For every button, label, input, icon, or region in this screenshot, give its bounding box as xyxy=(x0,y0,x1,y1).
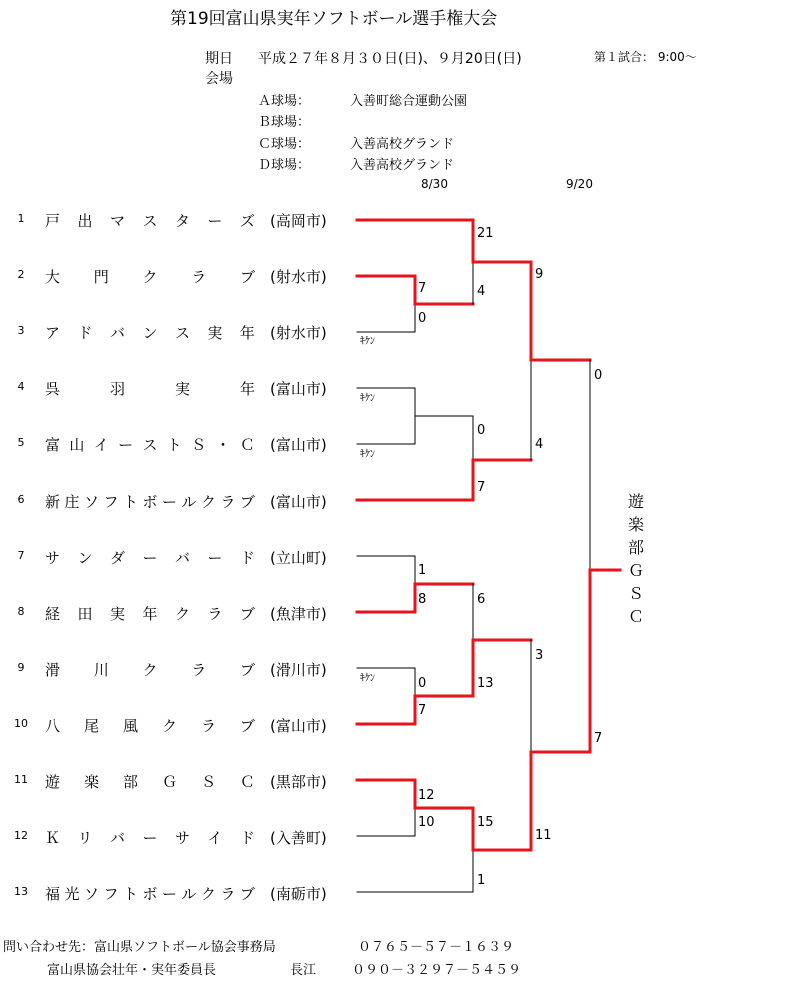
team-name-char: ル xyxy=(181,885,197,904)
team-name-char: サ xyxy=(45,548,61,567)
team-number: 3 xyxy=(17,324,25,338)
score-team12: 10 xyxy=(418,815,435,830)
team-name-char: ソ xyxy=(83,492,99,511)
team-name-char: リ xyxy=(77,829,93,848)
team-name-char: 門 xyxy=(93,268,109,287)
team-city: (富山市) xyxy=(270,436,327,455)
score-team1: 21 xyxy=(477,226,494,241)
team-name-char: ラ xyxy=(191,660,207,679)
score-team910: 13 xyxy=(477,676,494,691)
team-number: 2 xyxy=(17,268,25,282)
score-team2: 7 xyxy=(418,281,427,296)
team-name-char: 庄 xyxy=(64,492,80,511)
team-name-char: ド xyxy=(239,829,255,848)
team-name-char: ラ xyxy=(207,604,223,623)
team-name-char: ブ xyxy=(239,492,255,511)
team-number: 7 xyxy=(17,548,25,562)
team-name-char: ラ xyxy=(220,885,236,904)
team-name-char: ス xyxy=(142,212,158,230)
team-name-char: ク xyxy=(142,660,158,679)
team-name-char: 実 xyxy=(174,380,190,399)
team-name-char: ク xyxy=(174,604,190,623)
team-name-char: 出 xyxy=(77,212,93,230)
team-name-char: 滑 xyxy=(45,660,61,679)
team-name-char: ダ xyxy=(109,548,125,567)
team-name-char: ボ xyxy=(142,885,158,904)
team-name-char: 光 xyxy=(64,885,80,904)
venue-d-place: 入善高校グランド xyxy=(350,158,455,173)
team-name-char: 実 xyxy=(109,604,125,623)
team-name-char: ス xyxy=(142,436,158,455)
team-name-char: イ xyxy=(93,436,109,455)
team-name-char: 戸 xyxy=(45,212,61,230)
team-name-char: ズ xyxy=(239,212,255,230)
team-name-char: Ｋ xyxy=(45,829,61,848)
team-city: (富山市) xyxy=(270,492,327,511)
score-qf-c: 3 xyxy=(535,648,544,663)
team-city: (立山町) xyxy=(270,548,327,567)
team-name-char: ー xyxy=(142,829,158,848)
team-city: (南砺市) xyxy=(270,885,327,904)
team-name-char: 楽 xyxy=(83,773,99,791)
team-name-char: Ｓ xyxy=(200,773,216,791)
team-city: (入善町) xyxy=(270,829,327,848)
team-name-char: ブ xyxy=(239,660,255,679)
contact-line2-phone: ０９０－３２９７－５４５９ xyxy=(352,963,522,978)
score-team45: 0 xyxy=(477,423,486,438)
team-name-char: 八 xyxy=(45,716,61,735)
score-team11: 12 xyxy=(418,788,435,803)
score-qf-a: 9 xyxy=(535,267,544,282)
team-name-char: 風 xyxy=(122,716,138,735)
team-name-char: ー xyxy=(161,492,177,511)
score-team23: 4 xyxy=(477,284,486,299)
first-match-time: 第１試合： 9:00～ xyxy=(594,50,697,64)
team-name-char: ド xyxy=(77,324,93,343)
score-team78: 6 xyxy=(477,592,486,607)
venue-a-place: 入善町総合運動公園 xyxy=(350,94,468,109)
team-city: (魚津市) xyxy=(270,604,327,623)
team-name-char: 年 xyxy=(239,380,255,399)
team-name-char: 年 xyxy=(142,604,158,623)
team-name-char: ラ xyxy=(220,492,236,511)
team-name-char: 新 xyxy=(45,492,61,511)
team-name-char: ラ xyxy=(200,716,216,735)
team-name-char: ト xyxy=(166,436,182,455)
team-city: (射水市) xyxy=(270,268,327,287)
team-name-char: 実 xyxy=(207,324,223,343)
team-name-char: ボ xyxy=(142,492,158,511)
contact-line2-label: 富山県協会壮年・実年委員長 xyxy=(47,963,217,978)
forfeit-team5: ｷｹﾝ xyxy=(360,449,375,460)
forfeit-team9: ｷｹﾝ xyxy=(360,673,375,684)
team-name-char: ー xyxy=(207,548,223,567)
date-label: 期日 xyxy=(205,51,233,67)
team-number: 13 xyxy=(14,885,28,899)
team-name-char: 部 xyxy=(122,773,138,791)
venue-b-label: Ｂ球場： xyxy=(258,115,311,130)
team-name-char: Ｃ xyxy=(239,436,255,455)
team-name-char: Ｓ xyxy=(191,436,207,455)
venue-a-label: Ａ球場： xyxy=(258,94,311,109)
team-number: 9 xyxy=(17,660,25,674)
team-name-char: 尾 xyxy=(83,716,99,735)
team-number: 1 xyxy=(17,212,25,225)
team-name-char: バ xyxy=(109,324,125,343)
team-name-char: ク xyxy=(200,492,216,511)
team-name-char: 羽 xyxy=(109,380,125,399)
tournament-title: 第19回富山県実年ソフトボール選手権大会 xyxy=(170,9,498,29)
team-name-char: ー xyxy=(207,212,223,230)
forfeit-team4: ｷｹﾝ xyxy=(360,393,375,404)
team-name-char: ラ xyxy=(191,268,207,287)
team-name-char: イ xyxy=(207,829,223,848)
score-team6: 7 xyxy=(477,480,486,495)
team-name-char: ブ xyxy=(239,885,255,904)
team-name-char: 山 xyxy=(69,436,85,455)
team-name-char: ブ xyxy=(239,268,255,287)
team-name-char: 大 xyxy=(45,268,61,287)
contact-line2-name: 長江 xyxy=(290,963,317,978)
team-name-char: フ xyxy=(103,492,119,511)
team-name-char: ト xyxy=(122,492,138,511)
team-name-char: ブ xyxy=(239,604,255,623)
round-date-2: 9/20 xyxy=(566,177,593,191)
team-name-char: 年 xyxy=(239,324,255,343)
team-name-char: ド xyxy=(239,548,255,567)
team-name-char: マ xyxy=(109,212,125,230)
score-team9: 0 xyxy=(418,676,427,691)
team-number: 12 xyxy=(14,829,28,843)
team-city: (黒部市) xyxy=(270,773,327,791)
team-name-char: ン xyxy=(77,548,93,567)
team-city: (富山市) xyxy=(270,380,327,399)
venue-d-label: Ｄ球場： xyxy=(258,158,311,173)
score-team1112: 15 xyxy=(477,815,494,830)
date-value: 平成２７年８月３０日(日)、９月20日(日) xyxy=(258,51,522,67)
score-team7: 1 xyxy=(418,563,427,578)
team-name-char: ク xyxy=(142,268,158,287)
round-date-1: 8/30 xyxy=(421,177,448,191)
venue-c-label: Ｃ球場： xyxy=(258,137,311,152)
score-sf-bottom: 7 xyxy=(594,731,603,746)
team-number: 10 xyxy=(14,716,28,730)
venue-label: 会場 xyxy=(205,71,233,87)
team-name-char: サ xyxy=(174,829,190,848)
team-city: (射水市) xyxy=(270,324,327,343)
team-name-char: ス xyxy=(174,324,190,343)
team-name-char: Ｃ xyxy=(239,773,255,791)
team-name-char: 川 xyxy=(93,660,109,679)
team-number: 6 xyxy=(17,492,25,506)
team-name-char: ー xyxy=(142,548,158,567)
team-name-char: 呉 xyxy=(45,380,61,399)
team-name-char: ク xyxy=(200,885,216,904)
team-city: (高岡市) xyxy=(270,212,327,230)
contact-line1-label: 問い合わせ先：富山県ソフトボール協会事務局 xyxy=(3,940,276,955)
team-name-char: ブ xyxy=(239,716,255,735)
team-name-char: 遊 xyxy=(45,773,61,791)
team-name-char: ン xyxy=(142,324,158,343)
score-sf-top: 0 xyxy=(594,368,603,383)
team-name-char: ア xyxy=(45,324,61,343)
team-name-char: 経 xyxy=(45,604,61,623)
team-name-char: 田 xyxy=(77,604,93,623)
score-qf-b: 4 xyxy=(535,437,544,452)
team-name-char: タ xyxy=(174,212,190,230)
team-name-char: ー xyxy=(118,436,134,455)
team-name-char: バ xyxy=(174,548,190,567)
score-team8: 8 xyxy=(418,592,427,607)
score-team13: 1 xyxy=(477,873,486,888)
venue-c-place: 入善高校グランド xyxy=(350,137,455,152)
team-name-char: Ｇ xyxy=(161,773,177,791)
team-number: 8 xyxy=(17,604,25,618)
team-city: (富山市) xyxy=(270,716,327,735)
team-number: 5 xyxy=(17,436,25,450)
team-number: 4 xyxy=(17,380,25,394)
team-name-char: ト xyxy=(122,885,138,904)
score-qf-d: 11 xyxy=(535,828,552,843)
score-team10: 7 xyxy=(418,703,427,718)
team-name-char: ソ xyxy=(83,885,99,904)
team-name-char: 富 xyxy=(45,436,61,455)
score-team3: 0 xyxy=(418,311,427,326)
contact-line1-phone: ０７６５－５７－１６３９ xyxy=(358,940,515,955)
team-name-char: バ xyxy=(109,829,125,848)
team-city: (滑川市) xyxy=(270,660,327,679)
team-number: 11 xyxy=(14,773,28,786)
team-name-char: ル xyxy=(181,492,197,511)
forfeit-team3: ｷｹﾝ xyxy=(360,336,375,347)
team-name-char: ・ xyxy=(215,436,231,455)
team-name-char: フ xyxy=(103,885,119,904)
team-name-char: 福 xyxy=(45,885,61,904)
champion-name: 遊楽部ＧＳＣ xyxy=(627,492,644,626)
team-name-char: ー xyxy=(161,885,177,904)
team-name-char: ク xyxy=(161,716,177,735)
